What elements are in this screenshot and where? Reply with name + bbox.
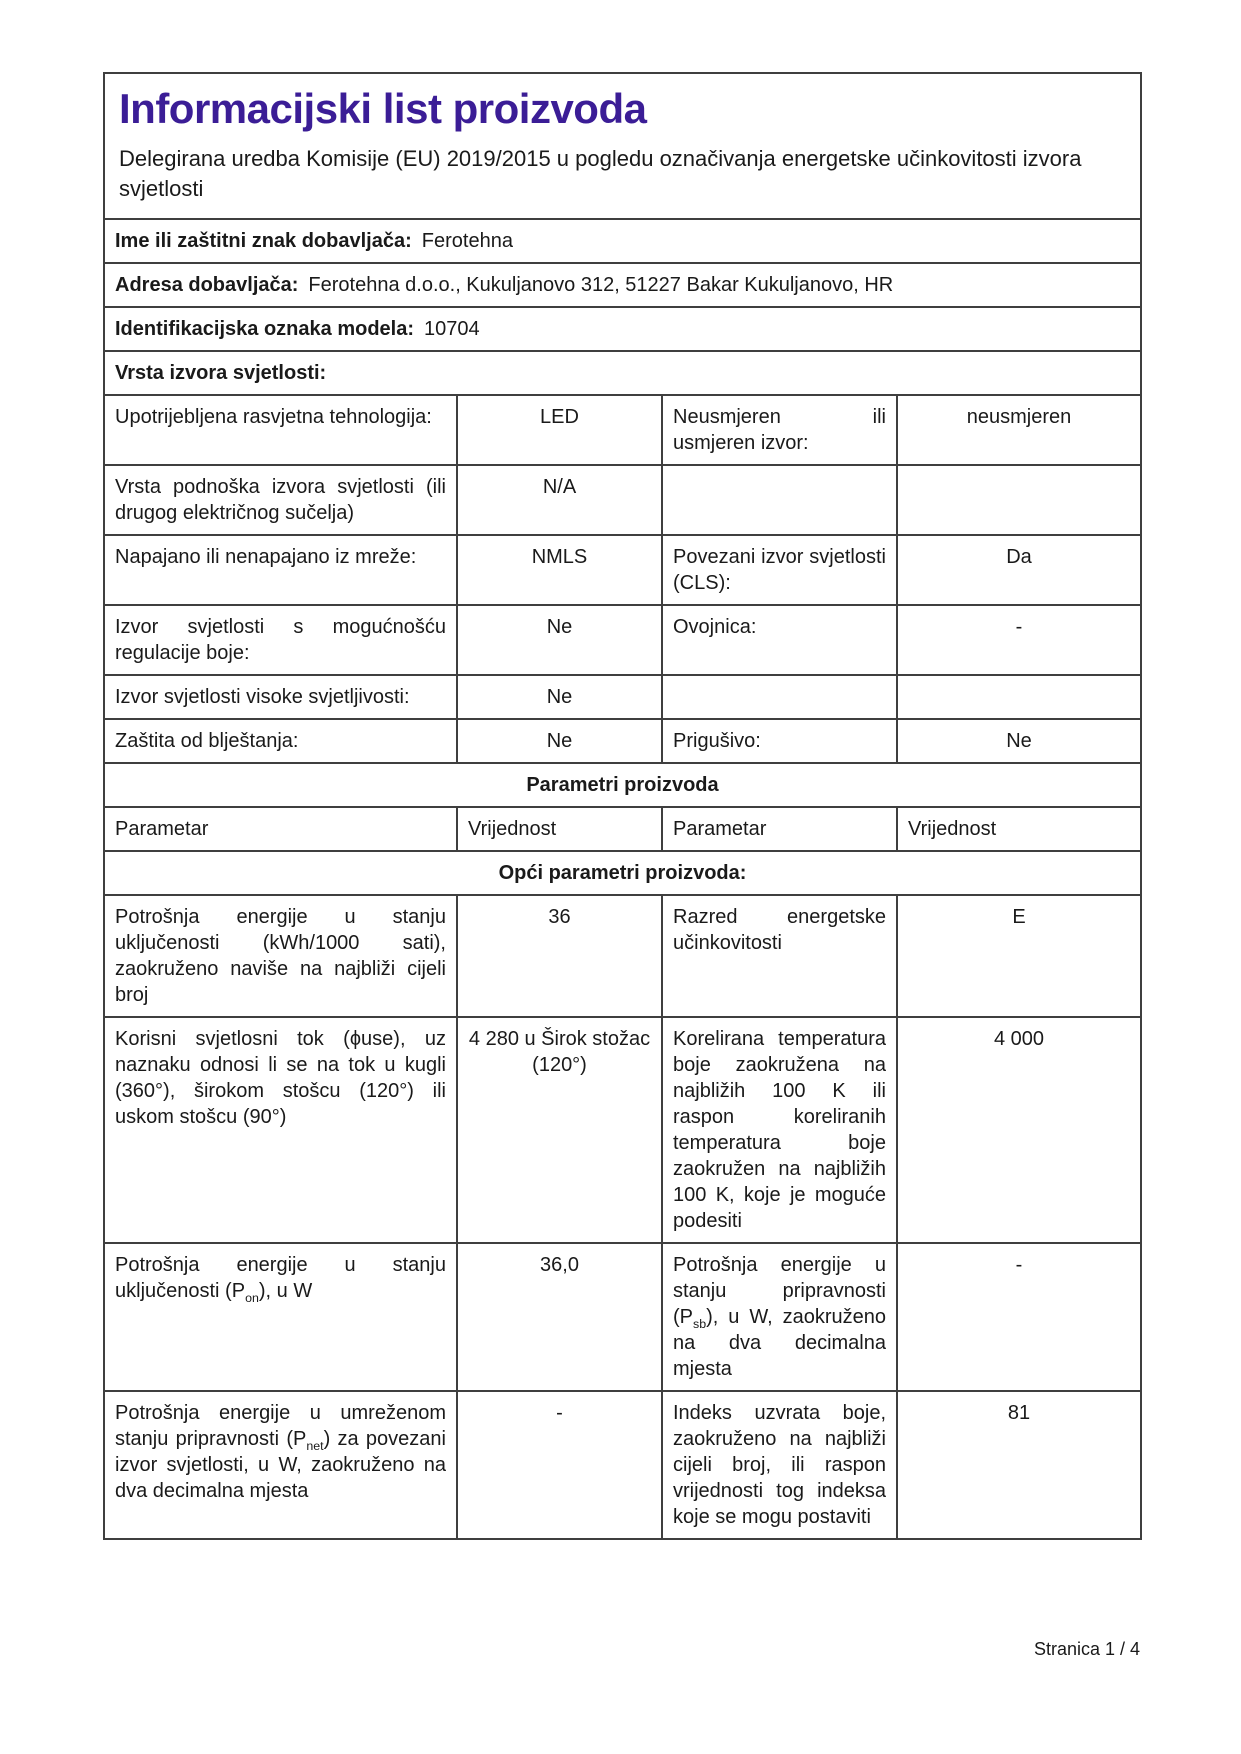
param-value: neusmjeren xyxy=(897,395,1141,465)
param-label: Razred energetske učinkovitosti xyxy=(662,895,897,1017)
section-header-product-params: Parametri proizvoda xyxy=(104,763,1141,807)
param-label: Napajano ili nenapajano iz mreže: xyxy=(104,535,457,605)
param-label: Izvor svjetlosti s mogućnošću regulacije boje: xyxy=(104,605,457,675)
param-value: - xyxy=(897,605,1141,675)
table-row xyxy=(104,351,1141,395)
table-header-row xyxy=(104,807,1141,851)
table-row xyxy=(104,675,1141,719)
param-label: Vrsta podnoška izvora svjetlosti (ili drugog električnog sučelja) xyxy=(104,465,457,535)
model-id-value: 10704 xyxy=(424,318,480,340)
table-row xyxy=(104,219,1141,263)
column-header: Vrijednost xyxy=(457,807,662,851)
param-value: Da xyxy=(897,535,1141,605)
param-value: Ne xyxy=(457,675,662,719)
section-row xyxy=(104,763,1141,807)
title-cell xyxy=(104,73,1141,219)
param-label: Povezani izvor svjetlosti (CLS): xyxy=(662,535,897,605)
param-value: 81 xyxy=(897,1391,1141,1539)
table-row xyxy=(104,719,1141,763)
table-row xyxy=(104,465,1141,535)
param-label: Korisni svjetlosni tok (ϕuse), uz naznaku odnosi li se na tok u kugli (360°), širokom stošcu (120°) ili uskom stošcu (90°) xyxy=(104,1017,457,1243)
supplier-address-label: Adresa dobavljača: xyxy=(115,274,299,296)
param-value: 36,0 xyxy=(457,1243,662,1391)
param-value: 4 000 xyxy=(897,1017,1141,1243)
title-row xyxy=(104,73,1141,219)
param-value: N/A xyxy=(457,465,662,535)
supplier-name-row xyxy=(104,219,1141,263)
param-value: Ne xyxy=(457,605,662,675)
param-label: Potrošnja energije u stanju uključenosti $(P_{on})$, u W xyxy=(104,1243,457,1391)
supplier-name-value: Ferotehna xyxy=(421,230,513,252)
table-row xyxy=(104,605,1141,675)
param-label: Izvor svjetlosti visoke svjetljivosti: xyxy=(104,675,457,719)
table-row xyxy=(104,1391,1141,1539)
param-value: NMLS xyxy=(457,535,662,605)
table-row xyxy=(104,263,1141,307)
param-label: Indeks uzvrata boje, zaokruženo na najbliži cijeli broj, ili raspon vrijednosti tog indeksa koje se mogu postaviti xyxy=(662,1391,897,1539)
param-label: Neusmjeren ili usmjeren izvor: xyxy=(662,395,897,465)
table-row xyxy=(104,895,1141,1017)
param-label: Potrošnja energije u stanju pripravnosti $(P_{sb})$, u W, zaokruženo na dva decimalna mjesta xyxy=(662,1243,897,1391)
param-label: Potrošnja energije u stanju uključenosti (kWh/1000 sati), zaokruženo naviše na najbliži cijeli broj xyxy=(104,895,457,1017)
param-value: Ne xyxy=(457,719,662,763)
param-value: Ne xyxy=(897,719,1141,763)
table-row xyxy=(104,1017,1141,1243)
param-label: Korelirana temperatura boje zaokružena na najbližih 100 K ili raspon koreliranih temperatura boje zaokružen na najbližih 100 K, koje je moguće podesiti xyxy=(662,1017,897,1243)
param-value xyxy=(897,675,1141,719)
supplier-address-row xyxy=(104,263,1141,307)
param-label xyxy=(662,465,897,535)
supplier-address-value: Ferotehna d.o.o., Kukuljanovo 312, 51227 Bakar Kukuljanovo, HR xyxy=(308,274,894,296)
param-label: Upotrijebljena rasvjetna tehnologija: xyxy=(104,395,457,465)
param-label xyxy=(662,675,897,719)
column-header: Parametar xyxy=(104,807,457,851)
param-label: Zaštita od blještanja: xyxy=(104,719,457,763)
supplier-name-label: Ime ili zaštitni znak dobavljača: xyxy=(115,230,412,252)
model-id-row xyxy=(104,307,1141,351)
product-info-table xyxy=(103,72,1142,1540)
model-id-label: Identifikacijska oznaka modela: xyxy=(115,318,414,340)
page-number: Stranica 1 / 4 xyxy=(1033,1639,1140,1659)
column-header: Vrijednost xyxy=(897,807,1141,851)
param-value: - xyxy=(897,1243,1141,1391)
page-title: Informacijski list proizvoda xyxy=(119,85,647,132)
table-row xyxy=(104,1243,1141,1391)
param-label: Ovojnica: xyxy=(662,605,897,675)
param-value: - xyxy=(457,1391,662,1539)
light-source-type-header: Vrsta izvora svjetlosti: xyxy=(104,351,1141,395)
column-header: Parametar xyxy=(662,807,897,851)
table-row xyxy=(104,395,1141,465)
param-label: Prigušivo: xyxy=(662,719,897,763)
section-row xyxy=(104,851,1141,895)
param-value: E xyxy=(897,895,1141,1017)
param-value: 4 280 u Širok stožac (120°) xyxy=(457,1017,662,1243)
param-label: Potrošnja energije u umreženom stanju pripravnosti $(P_{net})$ za povezani izvor svjetlosti, u W, zaokruženo na dva decimalna mjesta xyxy=(104,1391,457,1539)
param-value xyxy=(897,465,1141,535)
table-row xyxy=(104,535,1141,605)
param-value: 36 xyxy=(457,895,662,1017)
table-row xyxy=(104,307,1141,351)
param-value: LED xyxy=(457,395,662,465)
section-header-general-params: Opći parametri proizvoda: xyxy=(104,851,1141,895)
page-subtitle: Delegirana uredba Komisije (EU) 2019/2015 u pogledu označivanja energetske učinkovitosti izvora svjetlosti xyxy=(119,146,1082,201)
